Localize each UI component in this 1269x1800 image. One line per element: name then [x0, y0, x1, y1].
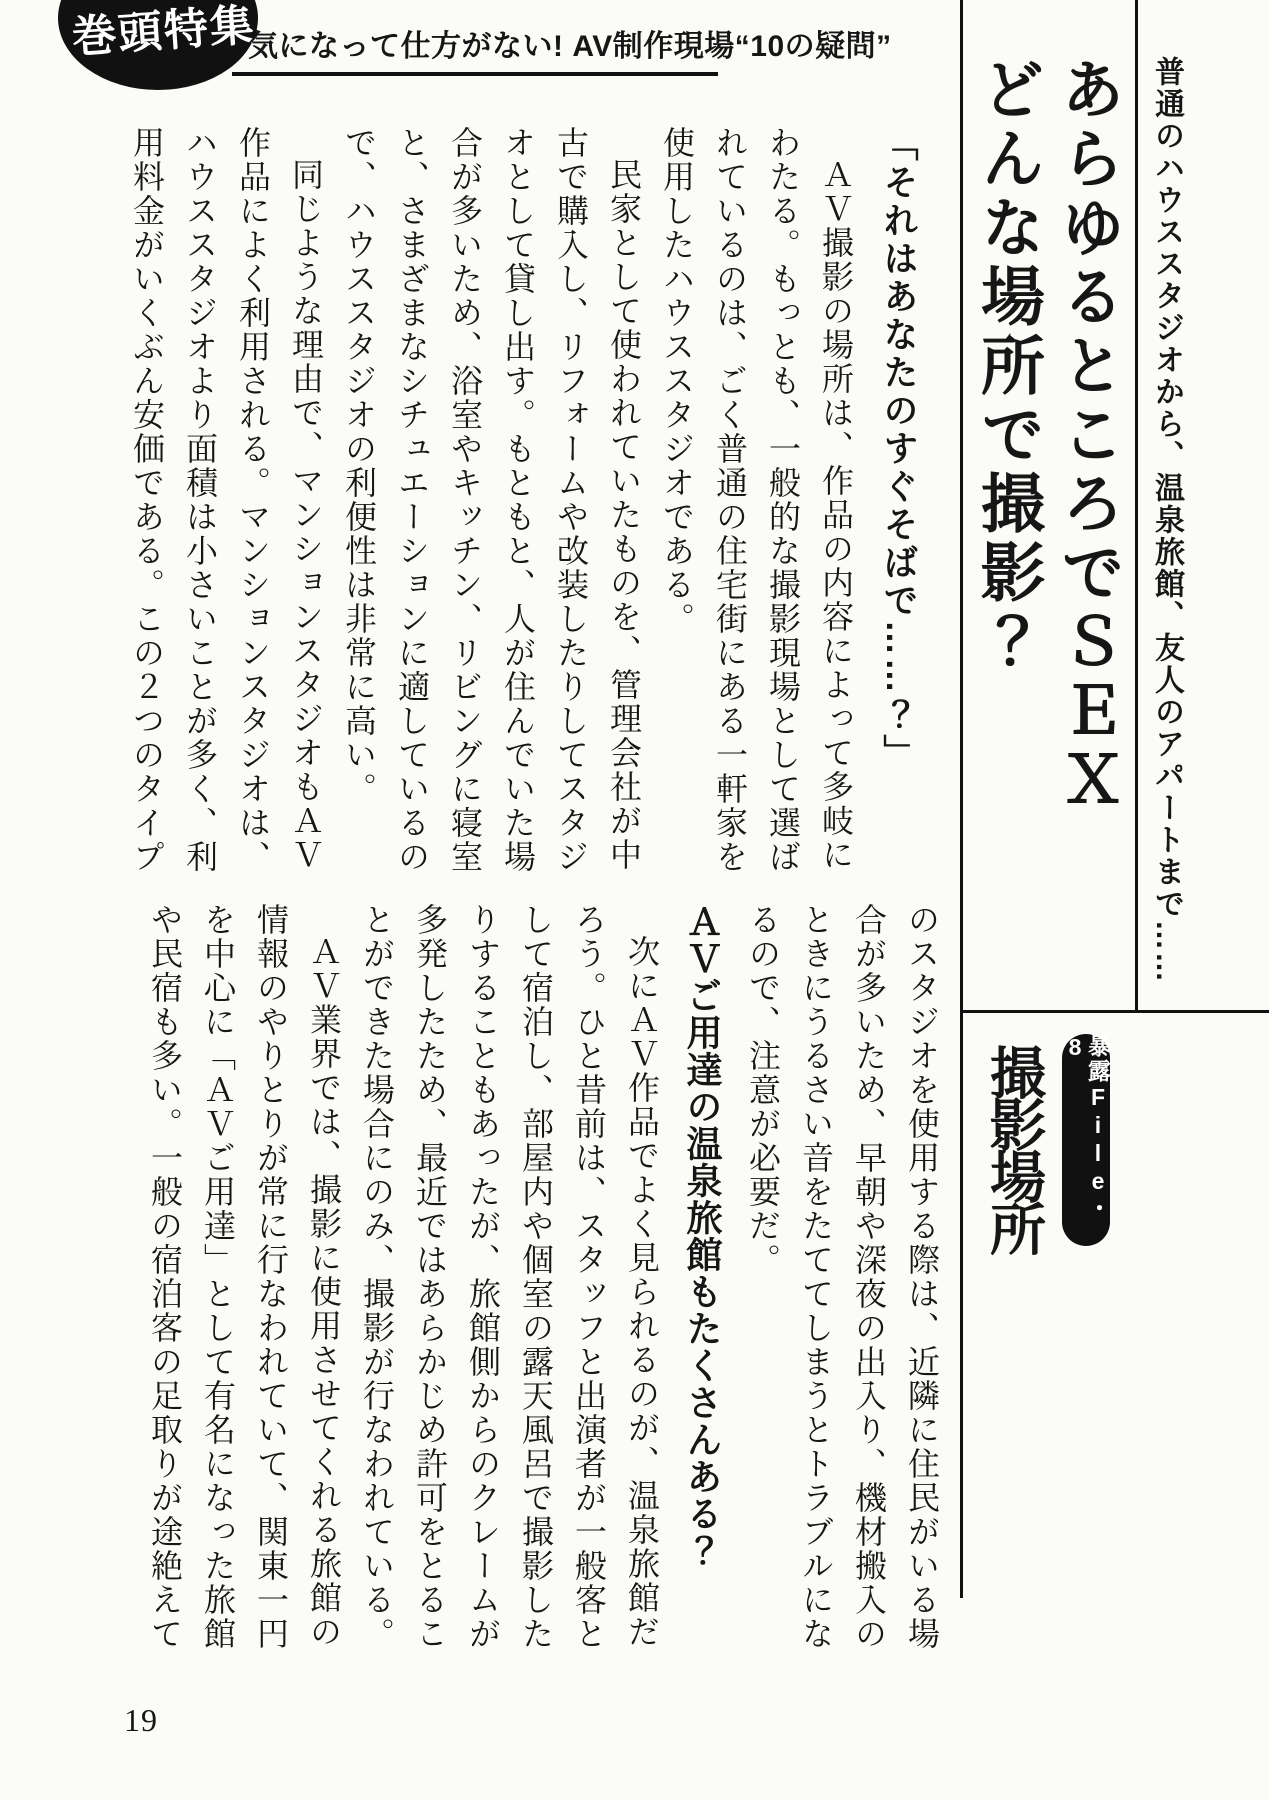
- feature-title-line1: あらゆるところでＳＥＸ: [1052, 56, 1124, 815]
- article-top: [112, 126, 934, 880]
- article-bottom: [110, 903, 948, 1659]
- article-top-paragraph-3: 同じような理由で、マンションスタジオもＡＶ作品によく利用される。マンションスタジオは、ハウススタジオより面積は小さいことが多く、利用料金がいくぶん安価である。この２つのタイプ: [129, 126, 324, 874]
- article-bottom-subhead: ＡＶご用達の温泉旅館もたくさんある？: [682, 903, 723, 1569]
- kicker-headline: 気になって仕方がない! AV制作現場“10の疑問”: [232, 30, 718, 76]
- section-title: 撮影場所: [983, 1044, 1046, 1252]
- article-bottom-paragraph-2: 次にＡＶ作品でよく見られるのが、温泉旅館だろう。ひと昔前は、スタッフと出演者が一般客として宿泊し、部屋内や個室の露天風呂で撮影したりすることもあったが、旅館側からのクレームが多発したため、最近ではあらかじめ許可をとることができた場合にのみ、撮影が行なわれている。: [359, 903, 660, 1651]
- article-top-subhead: 「それはあなたのすぐそばで……？」: [879, 126, 918, 772]
- divider-horizontal-section: [960, 1010, 1269, 1013]
- divider-vertical-right: [1135, 0, 1138, 1013]
- section-badge: [1062, 1034, 1110, 1246]
- feature-title: [968, 56, 1128, 956]
- section-badge-label: 暴露File・8: [1062, 1034, 1111, 1221]
- divider-vertical-main: [960, 0, 963, 1598]
- kicker-badge-label: 巻頭特集: [70, 0, 258, 63]
- article-top-paragraph-1: ＡＶ撮影の場所は、作品の内容によって多岐にわたる。もっとも、一般的な撮影現場として選ばれているのは、ごく普通の住宅街にある一軒家を使用したハウススタジオである。: [659, 126, 854, 874]
- feature-lede: 普通のハウススタジオから、温泉旅館、友人のアパートまで……: [1150, 56, 1183, 984]
- page-number: 19: [124, 1702, 158, 1738]
- feature-title-line2: どんな場所で撮影？: [972, 56, 1044, 677]
- article-bottom-paragraph-3: ＡＶ業界では、撮影に使用させてくれる旅館の情報のやりとりが常に行なわれていて、関東一円を中心に「ＡＶご用達」として有名になった旅館や民宿も多い。一般の宿泊客の足取りが途絶えて: [147, 903, 342, 1651]
- kicker-badge: [58, 0, 258, 90]
- article-top-paragraph-2: 民家として使われていたものを、管理会社が中古で購入し、リフォームや改装したりしてスタジオとして貸し出す。もともと、人が住んでいた場合が多いため、浴室やキッチン、リビングに寝室と、さまざまなシチュエーションに適しているので、ハウススタジオの利便性は非常に高い。: [341, 126, 642, 874]
- article-bottom-paragraph-1: のスタジオを使用する際は、近隣に住民がいる場合が多いため、早朝や深夜の出入り、機材搬入のときにうるさい音をたててしまうとトラブルになるので、注意が必要だ。: [745, 903, 940, 1651]
